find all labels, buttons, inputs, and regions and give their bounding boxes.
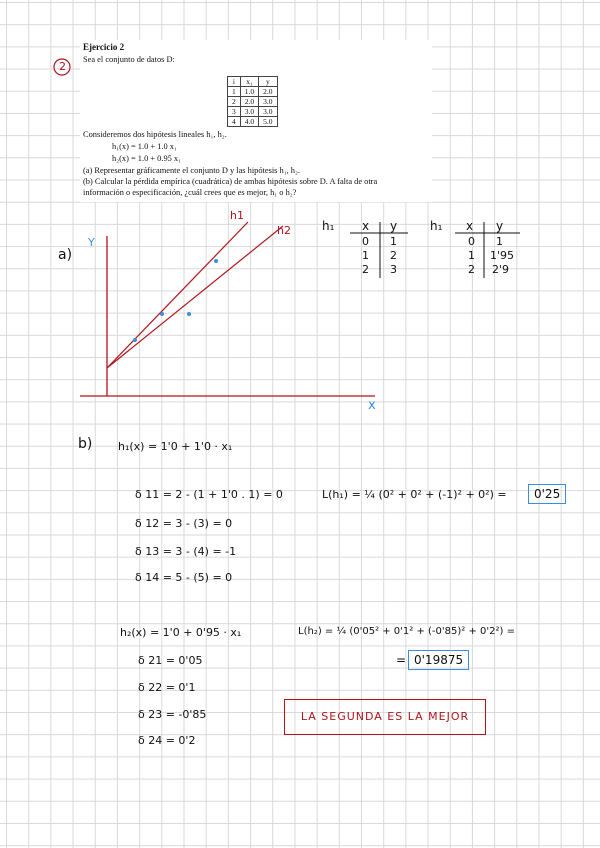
table-header: y <box>259 77 277 87</box>
table-cell: 3 <box>228 107 241 117</box>
table-cell: 5.0 <box>259 117 277 127</box>
table1-header-x: x <box>362 219 370 233</box>
exercise-title: Ejercicio 2 <box>83 42 125 52</box>
y-axis-label: Y <box>88 236 95 249</box>
table2-header-x: x <box>466 219 474 233</box>
table-cell: 2.0 <box>259 87 277 97</box>
loss-h2-formula: L(h₂) = ¼ (0'05² + 0'1² + (-0'85)² + 0'2²) = <box>298 626 515 637</box>
table-header: x₁ <box>240 77 258 87</box>
data-point <box>187 312 191 316</box>
h1-definition: h₁(x) = 1.0 + 1.0 x₁ <box>112 142 177 151</box>
loss-h2-equals: = <box>396 653 407 667</box>
data-point <box>160 312 164 316</box>
part-b-label: b) <box>78 436 93 452</box>
delta-24: δ 24 = 0'2 <box>138 734 196 747</box>
data-point <box>214 259 218 263</box>
table2-cell: 2 <box>468 263 475 276</box>
table1-cell: 3 <box>390 263 397 276</box>
part-b-text-1: (b) Calcular la pérdida empírica (cuadrática) de ambas hipótesis sobre D. A falta de otra <box>83 177 378 186</box>
line-h1 <box>107 222 248 368</box>
table-cell: 4.0 <box>240 117 258 127</box>
delta-12: δ 12 = 3 - (3) = 0 <box>135 517 233 530</box>
table-cell: 2.0 <box>240 97 258 107</box>
x-axis-label: x <box>368 398 376 413</box>
table1-header-y: y <box>390 219 398 233</box>
hypotheses-intro: Consideremos dos hipótesis lineales h₁, h₂. <box>83 130 227 139</box>
part-b-text-2: información o especificación, ¿cuál crees que es mejor, h₁ o h₂? <box>83 188 297 197</box>
table-cell: 3.0 <box>259 107 277 117</box>
table1-cell: 2 <box>362 263 369 276</box>
table-cell: 4 <box>228 117 241 127</box>
conclusion-box: LA SEGUNDA ES LA MEJOR <box>284 699 486 735</box>
part-a-label: a) <box>58 247 73 263</box>
table-cell: 1.0 <box>240 87 258 97</box>
exercise-number-circled: 2 <box>59 60 66 73</box>
table-cell: 3.0 <box>240 107 258 117</box>
h2-line-label: h2 <box>277 224 291 237</box>
h2-definition: h₂(x) = 1.0 + 0.95 x₁ <box>112 154 182 163</box>
table1-cell: 1 <box>390 235 397 248</box>
table2-header-y: y <box>496 219 504 233</box>
loss-h1-result: 0'25 <box>528 484 566 504</box>
table-cell: 3.0 <box>259 97 277 107</box>
table-header: i <box>228 77 241 87</box>
exercise-intro: Sea el conjunto de datos D: <box>83 55 175 64</box>
table2-cell: 2'9 <box>492 263 510 276</box>
h1-formula: h₁(x) = 1'0 + 1'0 · x₁ <box>118 440 233 453</box>
part-a-text: (a) Representar gráficamente el conjunto D y las hipótesis h₁, h₂. <box>83 166 301 175</box>
delta-14: δ 14 = 5 - (5) = 0 <box>135 571 233 584</box>
table1-cell: 2 <box>390 249 397 262</box>
delta-21: δ 21 = 0'05 <box>138 654 203 667</box>
line-h2 <box>107 226 283 368</box>
table2-cell: 0 <box>468 235 475 248</box>
table2-cell: 1'95 <box>490 249 515 262</box>
table1-name: h₁ <box>322 219 335 233</box>
delta-13: δ 13 = 3 - (4) = -1 <box>135 545 237 558</box>
h1-line-label: h1 <box>230 209 244 222</box>
delta-23: δ 23 = -0'85 <box>138 708 207 721</box>
table1-cell: 1 <box>362 249 369 262</box>
loss-h2-result: 0'19875 <box>408 650 469 670</box>
table-cell: 1 <box>228 87 241 97</box>
loss-h1-formula: L(h₁) = ¼ (0² + 0² + (-1)² + 0²) = <box>322 488 507 501</box>
h2-formula: h₂(x) = 1'0 + 0'95 · x₁ <box>120 626 242 639</box>
table1-cell: 0 <box>362 235 369 248</box>
table-cell: 2 <box>228 97 241 107</box>
delta-11: δ 11 = 2 - (1 + 1'0 . 1) = 0 <box>135 488 283 501</box>
table2-name: h₁ <box>430 219 443 233</box>
data-point <box>133 338 137 342</box>
table2-cell: 1 <box>496 235 503 248</box>
table2-cell: 1 <box>468 249 475 262</box>
delta-22: δ 22 = 0'1 <box>138 681 196 694</box>
